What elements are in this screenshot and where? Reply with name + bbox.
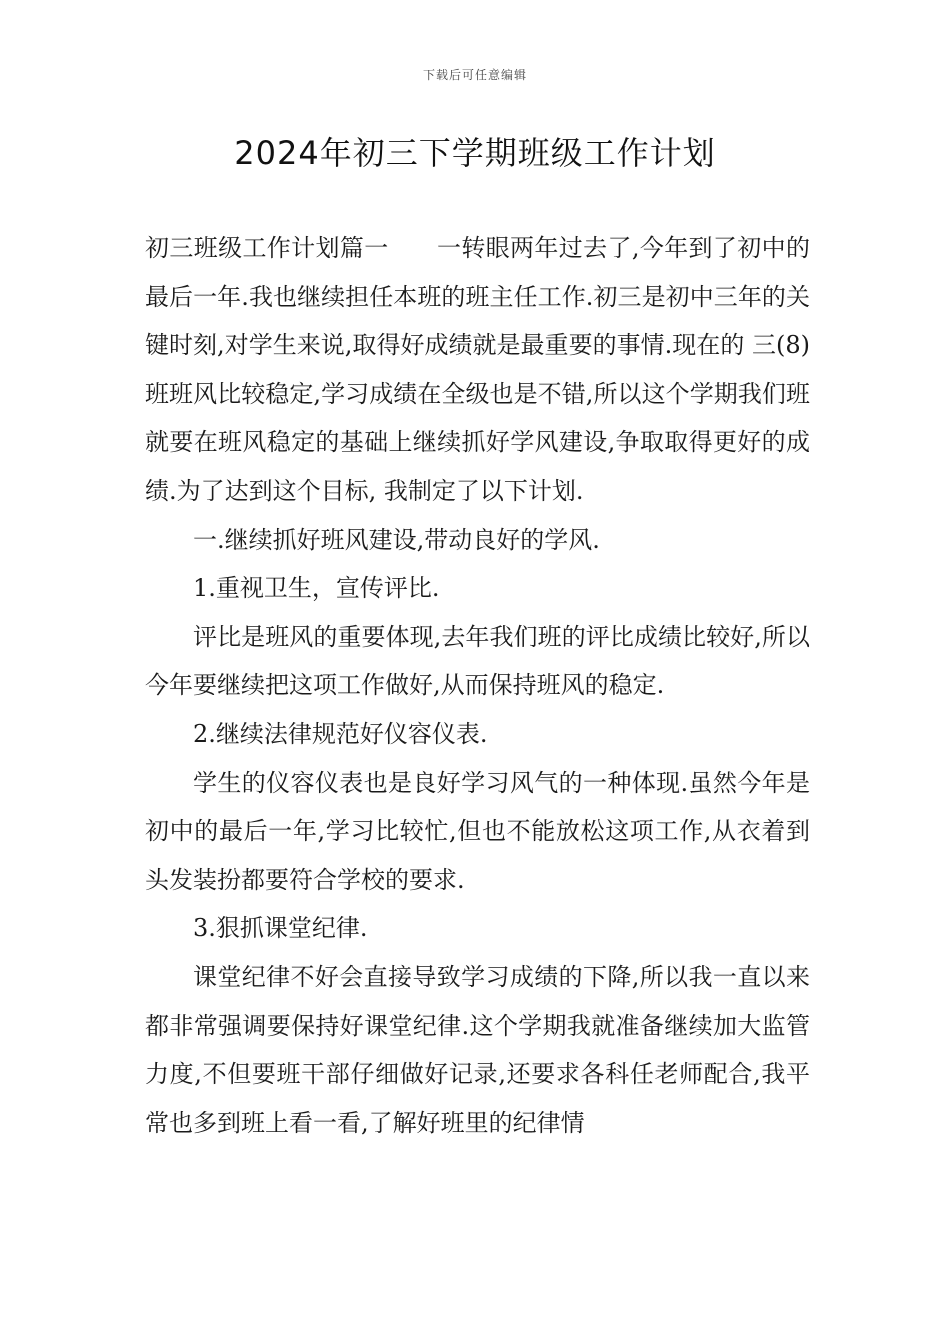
intro-label: 初三班级工作计划篇一 — [145, 234, 389, 262]
document-title: 2024年初三下学期班级工作计划 — [234, 134, 716, 172]
intro-text: 一转眼两年过去了,今年到了初中的最后一年.我也继续担任本班的班主任工作.初三是初中三年的关键时刻,对学生来说,取得好成绩就是最重要的事情.现在的 三(8)班班风比较稳定,学习成绩在全级也是不错,所以这个学期我们班就要在班风稳定的基础上继续抓好学风建设,争取取得更好的成绩.为了达到这个目标, 我制定了以下计划. — [145, 234, 810, 505]
intro-paragraph — [145, 224, 810, 516]
section-heading-1: 一.继续抓好班风建设,带动良好的学风. — [193, 525, 600, 554]
paragraph-3: 课堂纪律不好会直接导致学习成绩的下降,所以我一直以来都非常强调要保持好课堂纪律.这个学期我就准备继续加大监管力度,不但要班干部仔细做好记录,还要求各科任老师配合,我平常也多到班上看一看,了解好班里的纪律情 — [145, 962, 810, 1137]
subheading-3: 3.狠抓课堂纪律. — [193, 914, 368, 943]
header-note: 下载后可任意编辑 — [422, 68, 527, 82]
subheading-2: 2.继续法律规范好仪容仪表. — [193, 719, 488, 748]
paragraph-2: 学生的仪容仪表也是良好学习风气的一种体现.虽然今年是初中的最后一年,学习比较忙,但也不能放松这项工作,从衣着到头发装扮都要符合学校的要求. — [145, 768, 810, 894]
subheading-1: 1.重视卫生，宣传评比. — [193, 574, 440, 603]
document-body — [145, 224, 810, 1147]
paragraph-1: 评比是班风的重要体现,去年我们班的评比成绩比较好,所以今年要继续把这项工作做好,从而保持班风的稳定. — [145, 622, 810, 700]
